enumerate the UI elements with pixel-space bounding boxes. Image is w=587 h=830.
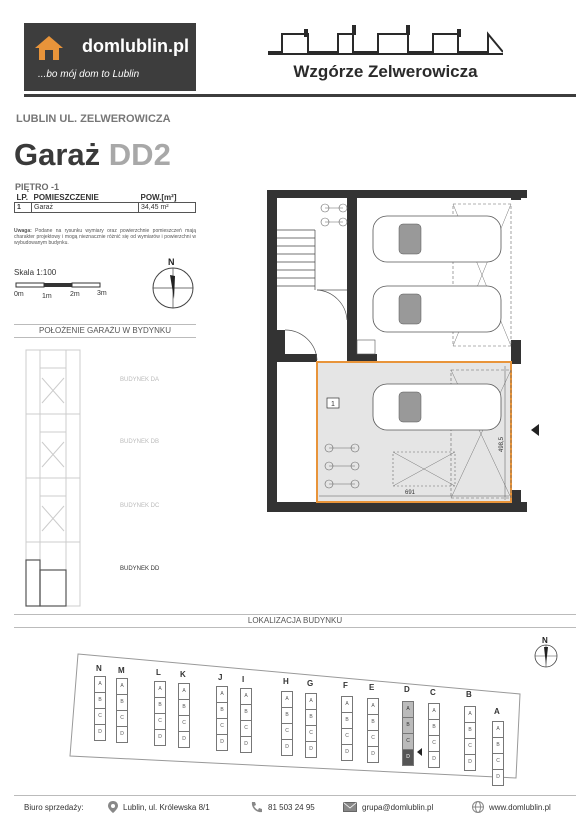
- site-building-cell: D: [216, 734, 228, 751]
- site-building-cell: B: [464, 722, 476, 739]
- site-building-block: [178, 683, 190, 748]
- site-building-cell: B: [492, 737, 504, 754]
- location-section-title: POŁOŻENIE GARAŻU W BYDYNKU: [38, 326, 172, 335]
- title-prefix: Garaż: [14, 137, 101, 172]
- brand-tagline: ...bo mój dom to Lublin: [38, 69, 140, 80]
- brand-logo[interactable]: [24, 23, 196, 91]
- site-plan: [66, 650, 524, 782]
- site-building-cell: B: [154, 697, 166, 714]
- site-building-cell: C: [216, 718, 228, 735]
- email-icon: [343, 802, 357, 812]
- dimension-width: 691: [404, 490, 416, 496]
- site-building-label: J: [218, 673, 223, 682]
- site-building-cell: D: [464, 754, 476, 771]
- site-building-cell: C: [116, 710, 128, 727]
- site-building-cell: C: [341, 728, 353, 745]
- site-building-block: [464, 706, 476, 771]
- site-building-cell: B: [240, 704, 252, 721]
- site-building-cell: A: [116, 678, 128, 695]
- site-building-cell: D: [154, 729, 166, 746]
- site-building-cell: C: [154, 713, 166, 730]
- footer-website[interactable]: www.domlublin.pl: [489, 803, 551, 812]
- site-building-cell: B: [341, 712, 353, 729]
- site-building-block: [341, 696, 353, 761]
- site-building-block: [116, 678, 128, 743]
- building-label-db: BUDYNEK DB: [120, 439, 160, 445]
- site-building-label: N: [96, 664, 102, 673]
- brand-name: domlublin.pl: [82, 36, 189, 56]
- site-building-block: [281, 691, 293, 756]
- site-building-cell: D: [428, 751, 440, 768]
- entrance-arrow-icon: [530, 424, 540, 436]
- site-building-cell: C: [402, 733, 414, 750]
- site-building-block: [402, 701, 414, 766]
- site-building-cell: A: [305, 693, 317, 710]
- compass-label: N: [168, 257, 175, 267]
- floor-label: PIĘTRO -1: [15, 182, 60, 192]
- site-building-cell: B: [428, 719, 440, 736]
- footer-sales-label: Biuro sprzedaży:: [24, 803, 84, 812]
- site-building-cell: B: [216, 702, 228, 719]
- site-marker-arrow-icon: [417, 748, 422, 756]
- site-building-cell: C: [281, 723, 293, 740]
- scale-tick-2: 2m: [70, 291, 80, 298]
- project-logo-icon: [268, 23, 503, 55]
- site-building-cell: C: [464, 738, 476, 755]
- compass-icon: [150, 257, 196, 309]
- scale-tick-3: 3m: [97, 290, 107, 297]
- building-label-dc: BUDYNEK DC: [120, 503, 160, 509]
- site-building-block: [305, 693, 317, 758]
- table-row: [15, 203, 196, 213]
- title-code: DD2: [108, 137, 171, 172]
- site-building-block: [240, 688, 252, 753]
- page-title: [14, 137, 171, 173]
- site-building-cell: A: [492, 721, 504, 738]
- site-building-cell: C: [94, 708, 106, 725]
- table-header-room: POMIESZCZENIE: [32, 193, 139, 203]
- globe-icon: [472, 801, 484, 813]
- floor-plan: [255, 190, 545, 520]
- site-section-title: LOKALIZACJA BUDYNKU: [247, 616, 343, 625]
- site-building-cell: D: [305, 741, 317, 758]
- site-building-cell: B: [94, 692, 106, 709]
- site-building-label: G: [307, 679, 314, 688]
- site-building-cell: B: [402, 717, 414, 734]
- site-building-label: H: [283, 677, 289, 686]
- site-building-cell: C: [492, 753, 504, 770]
- site-building-label: E: [369, 683, 375, 692]
- site-building-block: [216, 686, 228, 751]
- table-cell-room: Garaż: [32, 203, 139, 213]
- site-building-label: L: [156, 668, 161, 677]
- site-building-cell: A: [240, 688, 252, 705]
- project-title: Wzgórze Zelwerowicza: [293, 62, 478, 81]
- site-building-cell: D: [367, 746, 379, 763]
- site-building-cell: A: [402, 701, 414, 718]
- footer-divider: [14, 795, 576, 796]
- site-building-cell: D: [116, 726, 128, 743]
- site-building-cell: D: [94, 724, 106, 741]
- site-section-header: [14, 614, 576, 628]
- site-building-cell: C: [428, 735, 440, 752]
- table-header-lp: LP.: [15, 193, 32, 203]
- footer-email[interactable]: grupa@domlublin.pl: [362, 803, 434, 812]
- site-building-cell: C: [178, 715, 190, 732]
- site-building-cell: C: [240, 720, 252, 737]
- site-building-label: M: [118, 666, 125, 675]
- site-building-block: [428, 703, 440, 768]
- site-building-block: [367, 698, 379, 763]
- site-building-label: B: [466, 690, 472, 699]
- table-cell-lp: 1: [15, 203, 32, 213]
- site-building-cell: D: [178, 731, 190, 748]
- site-building-cell: C: [367, 730, 379, 747]
- address-line: LUBLIN UL. ZELWEROWICZA: [16, 113, 171, 125]
- site-building-cell: C: [305, 725, 317, 742]
- site-building-cell: A: [464, 706, 476, 723]
- header-divider: [24, 94, 576, 97]
- site-building-label: A: [494, 707, 500, 716]
- site-building-block: [154, 681, 166, 746]
- room-number: 1: [331, 401, 335, 408]
- site-building-cell: D: [281, 739, 293, 756]
- site-building-cell: D: [402, 749, 414, 766]
- footer-phone[interactable]: 81 503 24 95: [268, 803, 315, 812]
- site-building-cell: A: [341, 696, 353, 713]
- site-building-label: D: [404, 685, 410, 694]
- rooms-table: [14, 193, 196, 213]
- site-building-cell: A: [94, 676, 106, 693]
- site-compass-label: N: [542, 636, 548, 645]
- building-label-dd: BUDYNEK DD: [120, 566, 160, 572]
- location-section-header: [14, 324, 196, 338]
- site-building-cell: B: [178, 699, 190, 716]
- site-building-cell: A: [178, 683, 190, 700]
- note-label: Uwaga:: [14, 228, 32, 234]
- site-building-block: [492, 721, 504, 786]
- building-section-diagram: [22, 348, 84, 608]
- site-building-block: [94, 676, 106, 741]
- site-building-cell: A: [154, 681, 166, 698]
- location-pin-icon: [108, 801, 118, 813]
- site-building-cell: B: [367, 714, 379, 731]
- site-building-label: I: [242, 675, 245, 684]
- site-building-cell: A: [367, 698, 379, 715]
- disclaimer-note: [14, 228, 196, 246]
- site-building-cell: B: [305, 709, 317, 726]
- site-building-cell: D: [492, 769, 504, 786]
- dimension-depth: 498,5: [499, 436, 505, 452]
- site-building-cell: D: [341, 744, 353, 761]
- table-cell-area: 34,45 m²: [139, 203, 196, 213]
- site-building-cell: B: [116, 694, 128, 711]
- site-building-cell: A: [428, 703, 440, 720]
- site-building-label: F: [343, 681, 348, 690]
- house-logo-icon: [34, 35, 64, 61]
- site-building-cell: D: [240, 736, 252, 753]
- site-building-cell: A: [281, 691, 293, 708]
- site-compass-icon: [530, 635, 566, 669]
- site-building-label: K: [180, 670, 186, 679]
- note-text: Podane na rysunku wymiary oraz powierzchnie pomieszczeń mają charakter projektowy i mogą nieznacznie różnić się od wymiarów i powierzchni w wybudowanym budynku.: [14, 228, 197, 246]
- site-building-cell: A: [216, 686, 228, 703]
- scale-tick-1: 1m: [42, 293, 52, 300]
- site-building-label: C: [430, 688, 436, 697]
- scale-label: Skala 1:100: [14, 268, 57, 277]
- scale-tick-0: 0m: [14, 291, 24, 298]
- table-header-area: POW.[m²]: [139, 193, 196, 203]
- phone-icon: [250, 801, 262, 813]
- building-label-da: BUDYNEK DA: [120, 377, 160, 383]
- site-building-cell: B: [281, 707, 293, 724]
- footer-address: Lublin, ul. Królewska 8/1: [123, 803, 210, 812]
